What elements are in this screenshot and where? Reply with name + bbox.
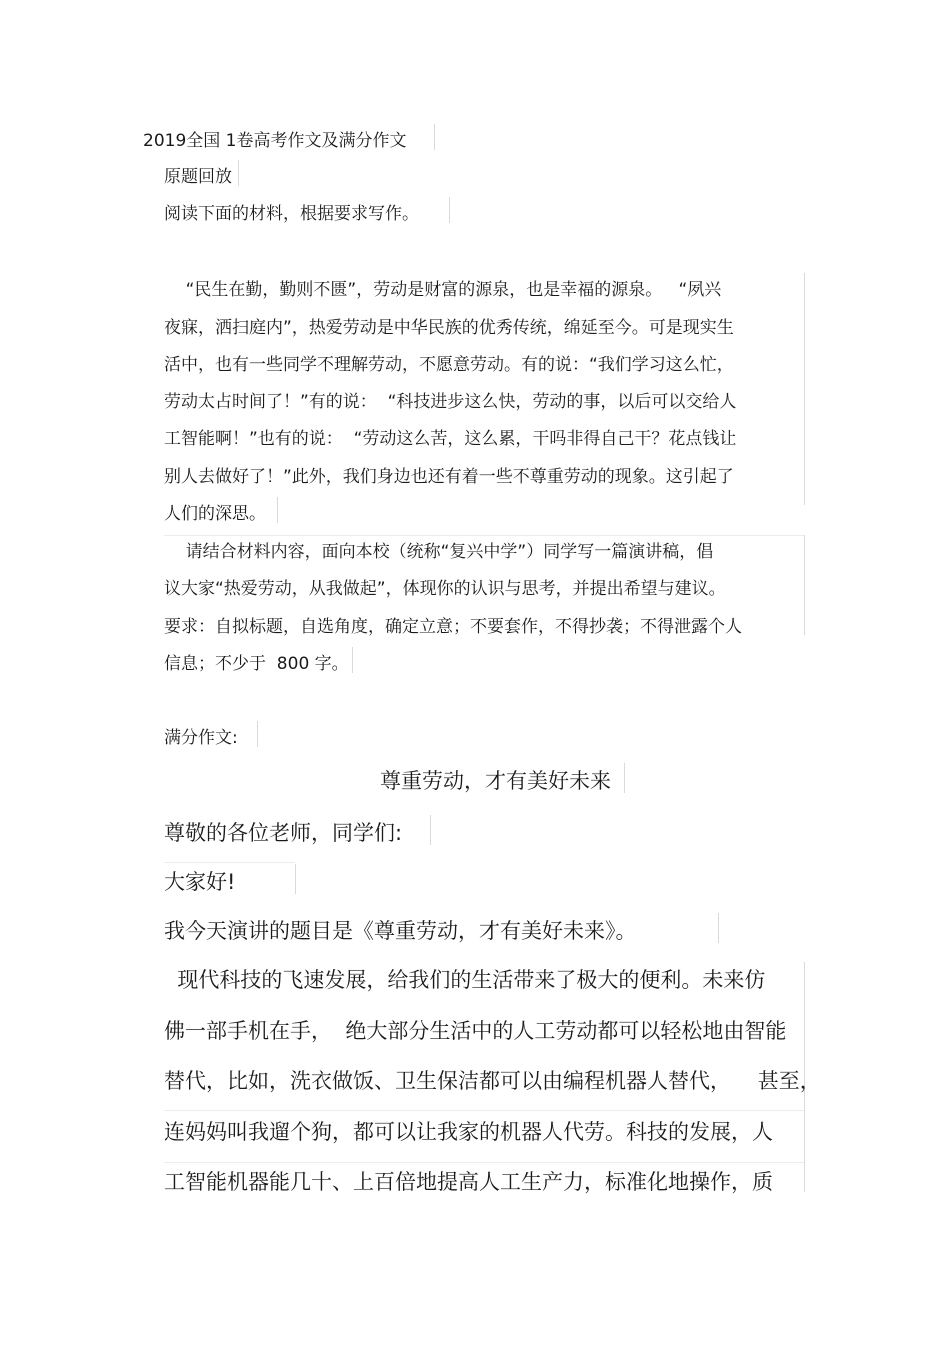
document-title: 2019全国 1卷高考作文及满分作文 xyxy=(143,131,407,151)
text-box-edge xyxy=(718,913,719,943)
text-box-edge xyxy=(624,763,625,793)
section-heading-prompt: 原题回放 xyxy=(164,167,232,187)
instruction-text: 阅读下面的材料，根据要求写作。 xyxy=(164,204,419,224)
text-box-edge xyxy=(257,721,258,747)
essay-line: 工智能机器能几十、上百倍地提高人工生产力，标准化地操作，质 xyxy=(164,1170,773,1194)
text-box-edge xyxy=(238,160,239,186)
material-line: 别人去做好了！”此外，我们身边也还有着一些不尊重劳动的现象。这引起了 xyxy=(164,467,734,487)
essay-hello: 大家好! xyxy=(164,870,236,894)
text-box-edge xyxy=(277,497,278,523)
text-box-rule xyxy=(164,535,804,536)
essay-intro: 我今天演讲的题目是《尊重劳动，才有美好未来》。 xyxy=(164,919,637,943)
material-line: 人们的深思。 xyxy=(164,504,266,524)
text-box-edge xyxy=(352,647,353,673)
material-line: “民生在勤，勤则不匮”，劳动是财富的源泉，也是幸福的源泉。 “夙兴 xyxy=(164,280,722,300)
material-line: 劳动太占时间了！”有的说： “科技进步这么快，劳动的事，以后可以交给人 xyxy=(164,392,737,412)
section-heading-essay: 满分作文: xyxy=(164,728,238,748)
task-line: 信息；不少于 800 字。 xyxy=(164,654,349,674)
essay-line: 现代科技的飞速发展，给我们的生活带来了极大的便利。未来仿 xyxy=(164,968,766,992)
task-line: 要求：自拟标题，自选角度，确定立意；不要套作，不得抄袭；不得泄露个人 xyxy=(164,617,742,637)
text-box-edge xyxy=(804,273,805,505)
text-box-rule xyxy=(164,1110,804,1111)
task-line: 议大家“热爱劳动，从我做起”，体现你的认识与思考，并提出希望与建议。 xyxy=(164,579,726,599)
essay-title: 尊重劳动，才有美好未来 xyxy=(380,769,611,793)
text-box-edge xyxy=(434,124,435,150)
text-box-rule xyxy=(164,1162,804,1163)
essay-line: 连妈妈叫我遛个狗，都可以让我家的机器人代劳。科技的发展，人 xyxy=(164,1120,773,1144)
text-box-edge xyxy=(295,864,296,894)
text-box-edge xyxy=(430,815,431,845)
material-line: 活中，也有一些同学不理解劳动，不愿意劳动。有的说：“我们学习这么忙， xyxy=(164,355,734,375)
material-line: 夜寐，洒扫庭内”，热爱劳动是中华民族的优秀传统，绵延至今。可是现实生 xyxy=(164,318,734,338)
essay-greeting: 尊敬的各位老师，同学们: xyxy=(164,821,403,845)
text-box-rule xyxy=(164,862,295,863)
essay-line: 替代，比如，洗衣做饭、卫生保洁都可以由编程机器人替代， 甚至， xyxy=(164,1069,821,1093)
text-box-edge xyxy=(804,535,805,635)
essay-line: 佛一部手机在手， 绝大部分生活中的人工劳动都可以轻松地由智能 xyxy=(164,1019,787,1043)
material-line: 工智能啊！”也有的说： “劳动这么苦，这么累，干吗非得自己干？花点钱让 xyxy=(164,429,737,449)
text-box-edge xyxy=(449,197,450,223)
task-line: 请结合材料内容，面向本校（统称“复兴中学”）同学写一篇演讲稿，倡 xyxy=(164,542,714,562)
